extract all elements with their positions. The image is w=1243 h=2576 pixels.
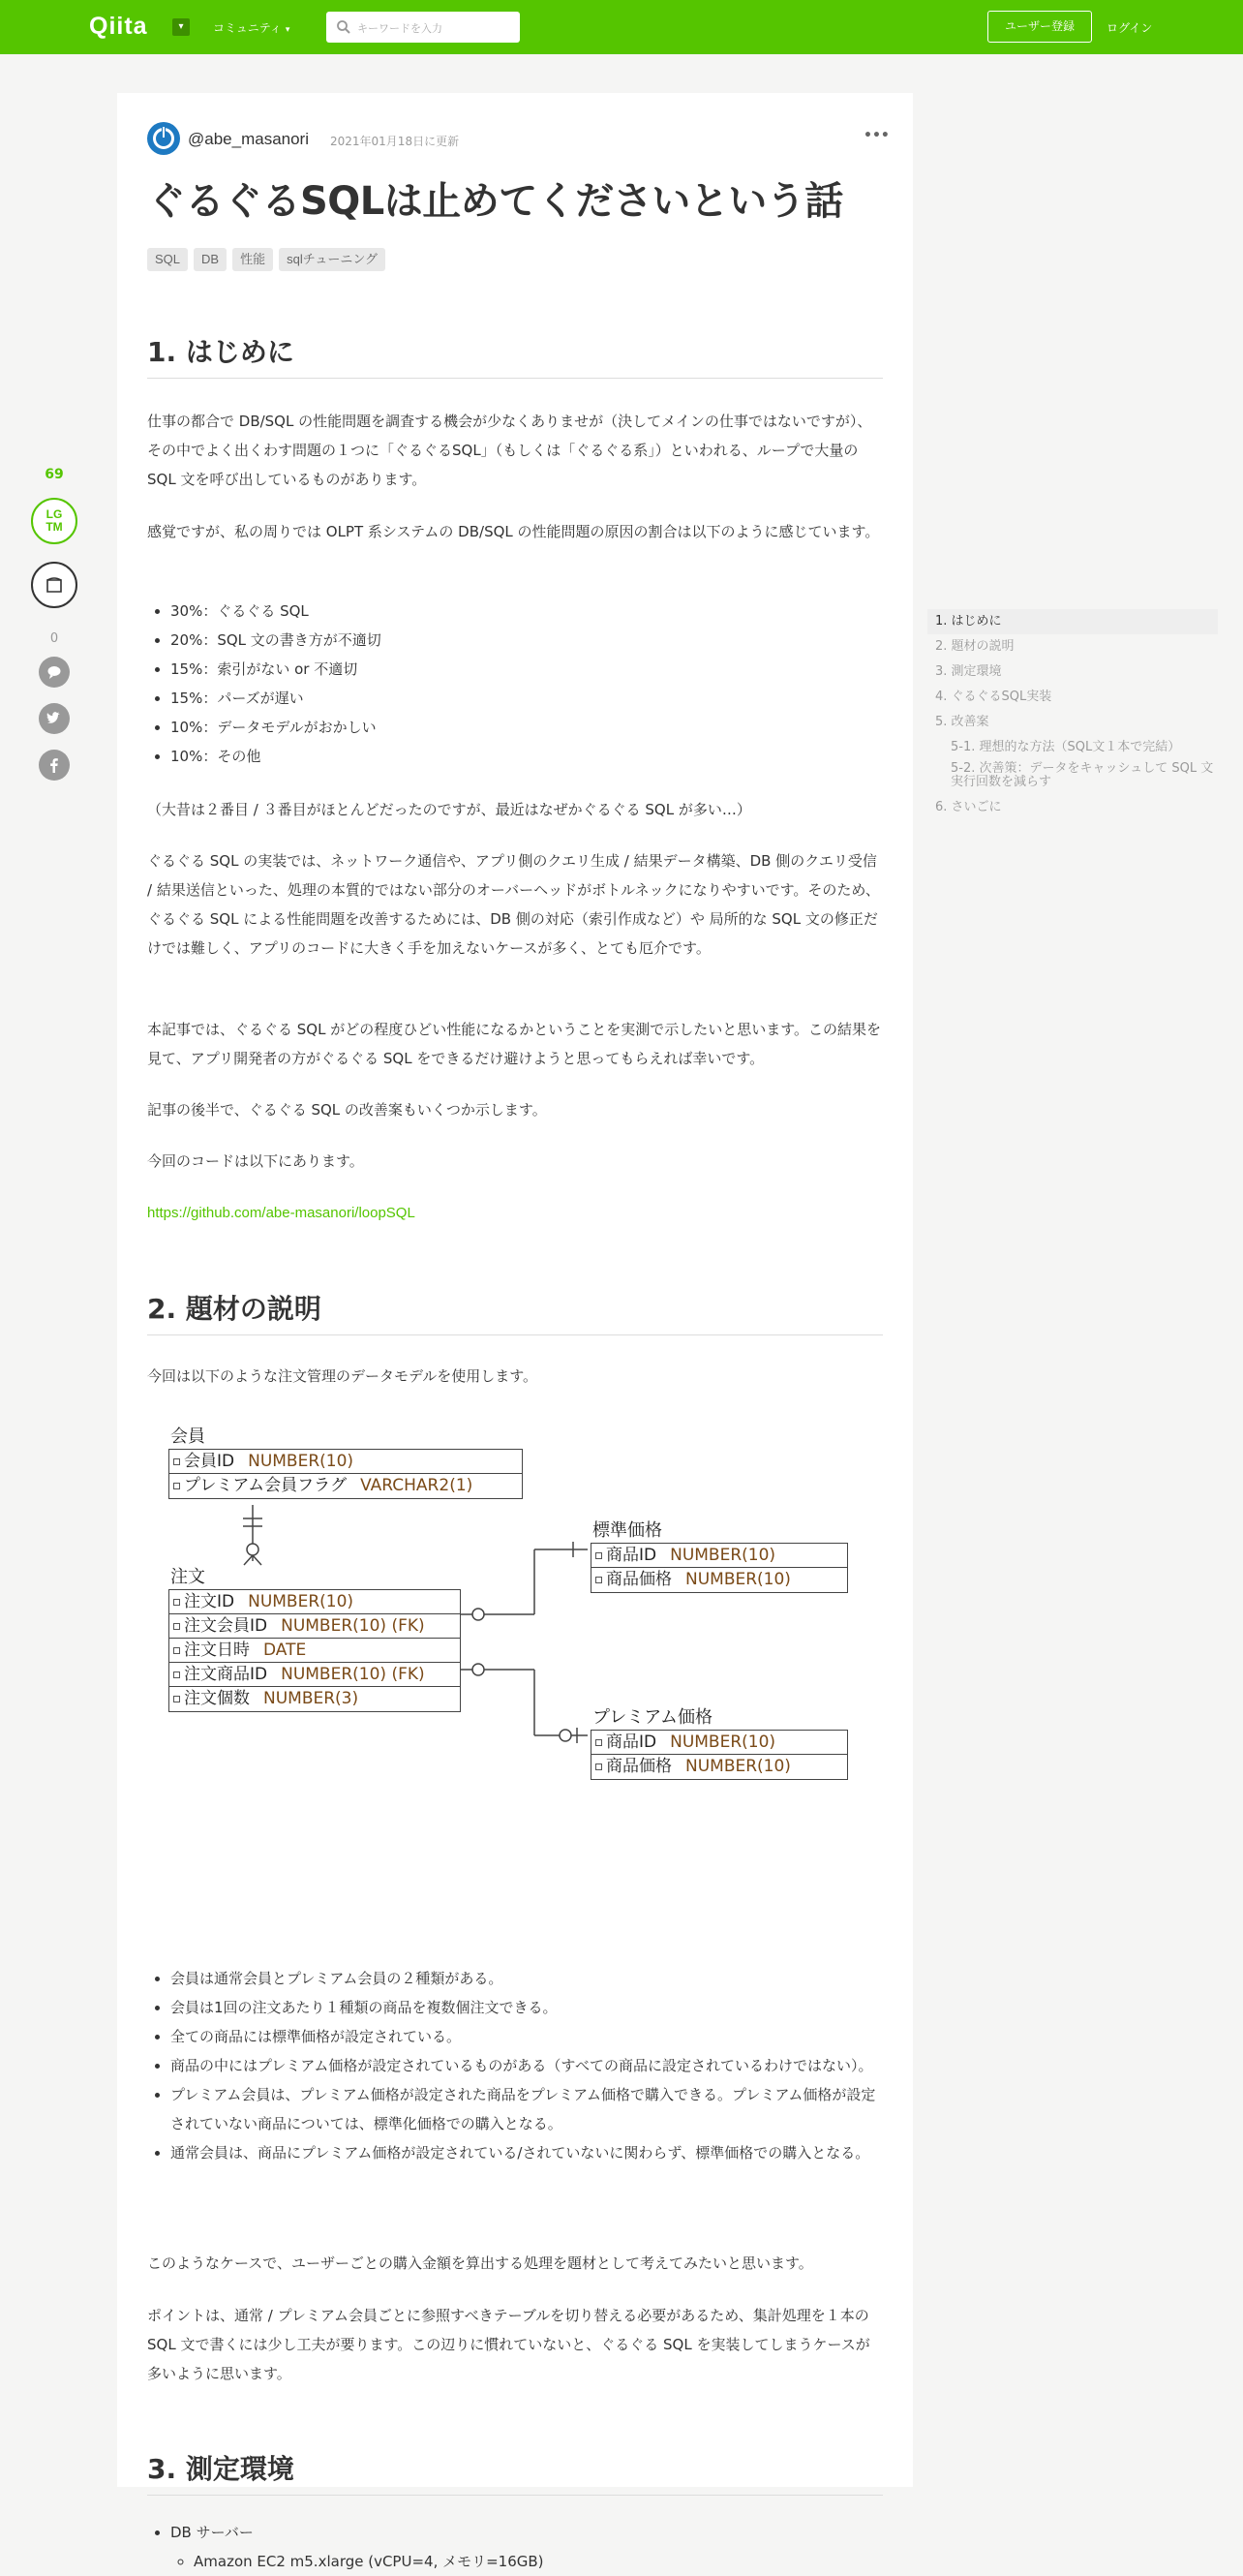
entity-name-member: 会員 xyxy=(170,1426,205,1447)
entity-std-price xyxy=(591,1543,848,1593)
paragraph: このようなケースで、ユーザーごとの購入金額を算出する処理を題材として考えてみたいと思います。 xyxy=(147,2254,813,2272)
repository-link[interactable]: https://github.com/abe-masanori/loopSQL xyxy=(147,1205,415,1221)
tag-list xyxy=(147,248,391,271)
toc-item[interactable]: 1. はじめに xyxy=(927,609,1218,634)
entity-row: プレミアム会員フラグ VARCHAR2(1) xyxy=(169,1474,522,1498)
twitter-share-button[interactable] xyxy=(39,703,70,734)
environment-list xyxy=(170,2518,883,2576)
entity-row: 注文個数 NUMBER(3) xyxy=(169,1687,460,1711)
paragraph: 記事の後半で、ぐるぐる SQL の改善案もいくつか示します。 xyxy=(147,1101,547,1119)
section-heading-intro: 1. はじめに xyxy=(147,335,883,379)
toc-item[interactable]: 3. 測定環境 xyxy=(935,664,1002,679)
list-item: • 全ての商品には標準価格が設定されている。 xyxy=(170,2022,883,2051)
list-item: • 通常会員は、商品にプレミアム価格が設定されている/されていないに関わらず、標準価格での購入となる。 xyxy=(170,2138,883,2167)
paragraph: （大昔は２番目 / ３番目がほとんどだったのですが、最近はなぜかぐるぐる SQL が多い…） xyxy=(147,801,751,818)
tag-db[interactable]: DB xyxy=(194,248,227,271)
paragraph: 今回のコードは以下にあります。 xyxy=(147,1152,364,1170)
lgtm-label-top: LG xyxy=(45,507,63,521)
lgtm-button[interactable] xyxy=(31,498,77,544)
search-box[interactable] xyxy=(326,12,520,43)
list-item: • DB サーバー xyxy=(170,2518,883,2547)
paragraph: 本記事では、ぐるぐる SQL がどの程度ひどい性能になるかということを実測で示したいと思います。この結果を見て、アプリ開発者の方がぐるぐる SQL をできるだけ避けようと思ってもらえれば幸いです。 xyxy=(147,1021,882,1067)
paragraph: ぐるぐる SQL の実装では、ネットワーク通信や、アプリ側のクエリ生成 / 結果データ構築、DB 側のクエリ受信 / 結果送信といった、処理の本質的ではない部分のオーバーヘッドがボトルネックになりやすいです。そのため、ぐるぐる SQL による性能問題を改善するためには、DB 側の対応（索引作成など）や 局所的な SQL 文の修正だけでは難しく、アプリのコードに大きく手を加えないケースが多く、とても厄介です。 xyxy=(147,852,880,957)
paragraph: ポイントは、通常 / プレミアム会員ごとに参照すべきテーブルを切り替える必要があるため、集計処理を１本の SQL 文で書くには少し工夫が要ります。この辺りに慣れていないと、ぐるぐる SQL を実装してしまうケースが多いように思います。 xyxy=(147,2307,870,2382)
comment-button[interactable] xyxy=(39,657,70,688)
entity-row: 注文日時 DATE xyxy=(169,1639,460,1663)
login-link[interactable]: ログイン xyxy=(1107,21,1153,35)
stock-button[interactable] xyxy=(31,562,77,608)
community-menu[interactable] xyxy=(213,19,289,36)
stock-icon xyxy=(45,575,64,595)
list-item: • 会員は1回の注文あたり１種類の商品を複数個注文できる。 xyxy=(170,1993,883,2022)
entity-row: 会員ID NUMBER(10) xyxy=(169,1450,522,1474)
signup-button[interactable]: ユーザー登録 xyxy=(987,11,1092,43)
tag-sql-tuning[interactable]: sqlチューニング xyxy=(279,248,385,271)
entity-name-order: 注文 xyxy=(170,1567,205,1587)
list-item: • 10%：データモデルがおかしい xyxy=(170,713,883,742)
author-name[interactable]: @abe_masanori xyxy=(188,130,309,148)
paragraph: 今回は以下のような注文管理のデータモデルを使用します。 xyxy=(147,1367,538,1385)
search-input[interactable]: キーワードを入力 xyxy=(357,22,442,35)
list-item: • 商品の中にはプレミアム価格が設定されているものがある（すべての商品に設定されているわけではない）。 xyxy=(170,2051,883,2080)
toc-item[interactable]: 5. 改善案 xyxy=(935,715,989,729)
entity-row: 商品価格 NUMBER(10) xyxy=(591,1755,847,1779)
toc-item[interactable]: 4. ぐるぐるSQL実装 xyxy=(935,690,1052,704)
global-header xyxy=(0,0,1243,54)
list-item: • 15%：パーズが遅い xyxy=(170,684,883,713)
more-options-icon[interactable]: ••• xyxy=(864,128,890,143)
chevron-down-icon: ▾ xyxy=(285,25,290,35)
list-item: • 会員は通常会員とプレミアム会員の２種類がある。 xyxy=(170,1964,883,1993)
paragraph: 感覚ですが、私の周りでは OLPT 系システムの DB/SQL の性能問題の原因の割合は以下のように感じています。 xyxy=(147,523,880,540)
entity-row: 商品ID NUMBER(10) xyxy=(591,1731,847,1755)
entity-row: 商品価格 NUMBER(10) xyxy=(591,1568,847,1592)
list-item: • 15%：索引がない or 不適切 xyxy=(170,655,883,684)
entity-row: 注文会員ID NUMBER(10) (FK) xyxy=(169,1614,460,1639)
entity-name-premium-price: プレミアム価格 xyxy=(592,1707,713,1728)
entity-premium-price xyxy=(591,1730,848,1780)
twitter-icon xyxy=(46,711,62,726)
list-item: • 30%：ぐるぐる SQL xyxy=(170,597,883,626)
entity-row: 注文商品ID NUMBER(10) (FK) xyxy=(169,1663,460,1687)
entity-member xyxy=(168,1449,523,1499)
paragraph: 仕事の都合で DB/SQL の性能問題を調査する機会が少なくありませが（決してメインの仕事ではないですが）、その中でよく出くわす問題の１つに「ぐるぐるSQL」（もしくは「ぐるぐる系」）といわれる、ループで大量の SQL 文を呼び出しているものがあります。 xyxy=(147,413,872,488)
facebook-icon xyxy=(46,757,62,773)
updated-date: 2021年01月18日に更新 xyxy=(330,135,460,148)
tag-sql[interactable]: SQL xyxy=(147,248,188,271)
list-item: • 10%：その他 xyxy=(170,742,883,771)
entity-row: 商品ID NUMBER(10) xyxy=(591,1544,847,1568)
logo-menu-chevron-icon[interactable]: ▾ xyxy=(172,18,190,36)
lgtm-count: 69 xyxy=(45,467,64,482)
list-item: • プレミアム会員は、プレミアム価格が設定された商品をプレミアム価格で購入できる。プレミアム価格が設定されていない商品については、標準化価格での購入となる。 xyxy=(170,2080,883,2138)
list-item: • 20%：SQL 文の書き方が不適切 xyxy=(170,626,883,655)
facebook-share-button[interactable] xyxy=(39,750,70,781)
toc-item[interactable]: 5-2. 次善策：データをキャッシュして SQL 文実行回数を減らす xyxy=(951,761,1214,789)
comment-count: 0 xyxy=(49,631,59,646)
entity-order xyxy=(168,1589,461,1712)
tag-performance[interactable]: 性能 xyxy=(232,248,273,271)
rule-list xyxy=(170,1964,883,2167)
section-heading-environment: 3. 測定環境 xyxy=(147,2452,883,2496)
er-diagram xyxy=(167,1408,864,1873)
table-of-contents xyxy=(927,609,1218,820)
search-icon xyxy=(336,19,351,35)
lgtm-label-bottom: TM xyxy=(45,520,63,534)
list-item: ◦ Amazon EC2 m5.xlarge (vCPU=4, メモリ=16GB) xyxy=(194,2547,883,2576)
entity-name-std-price: 標準価格 xyxy=(592,1520,662,1541)
page-title: ぐるぐるSQLは止めてくださいという話 xyxy=(147,179,843,224)
toc-item[interactable]: 5-1. 理想的な方法（SQL文１本で完結） xyxy=(951,740,1181,754)
toc-item[interactable]: 6. さいごに xyxy=(935,800,1002,814)
comment-icon xyxy=(46,664,62,680)
community-label: コミュニティ xyxy=(213,21,282,35)
author-row xyxy=(147,122,890,155)
section-heading-subject: 2. 題材の説明 xyxy=(147,1292,883,1335)
cause-list xyxy=(170,597,883,771)
avatar[interactable] xyxy=(147,122,180,155)
toc-item[interactable]: 2. 題材の説明 xyxy=(935,639,1015,654)
entity-row: 注文ID NUMBER(10) xyxy=(169,1590,460,1614)
qiita-logo[interactable]: Qiita xyxy=(89,13,148,40)
